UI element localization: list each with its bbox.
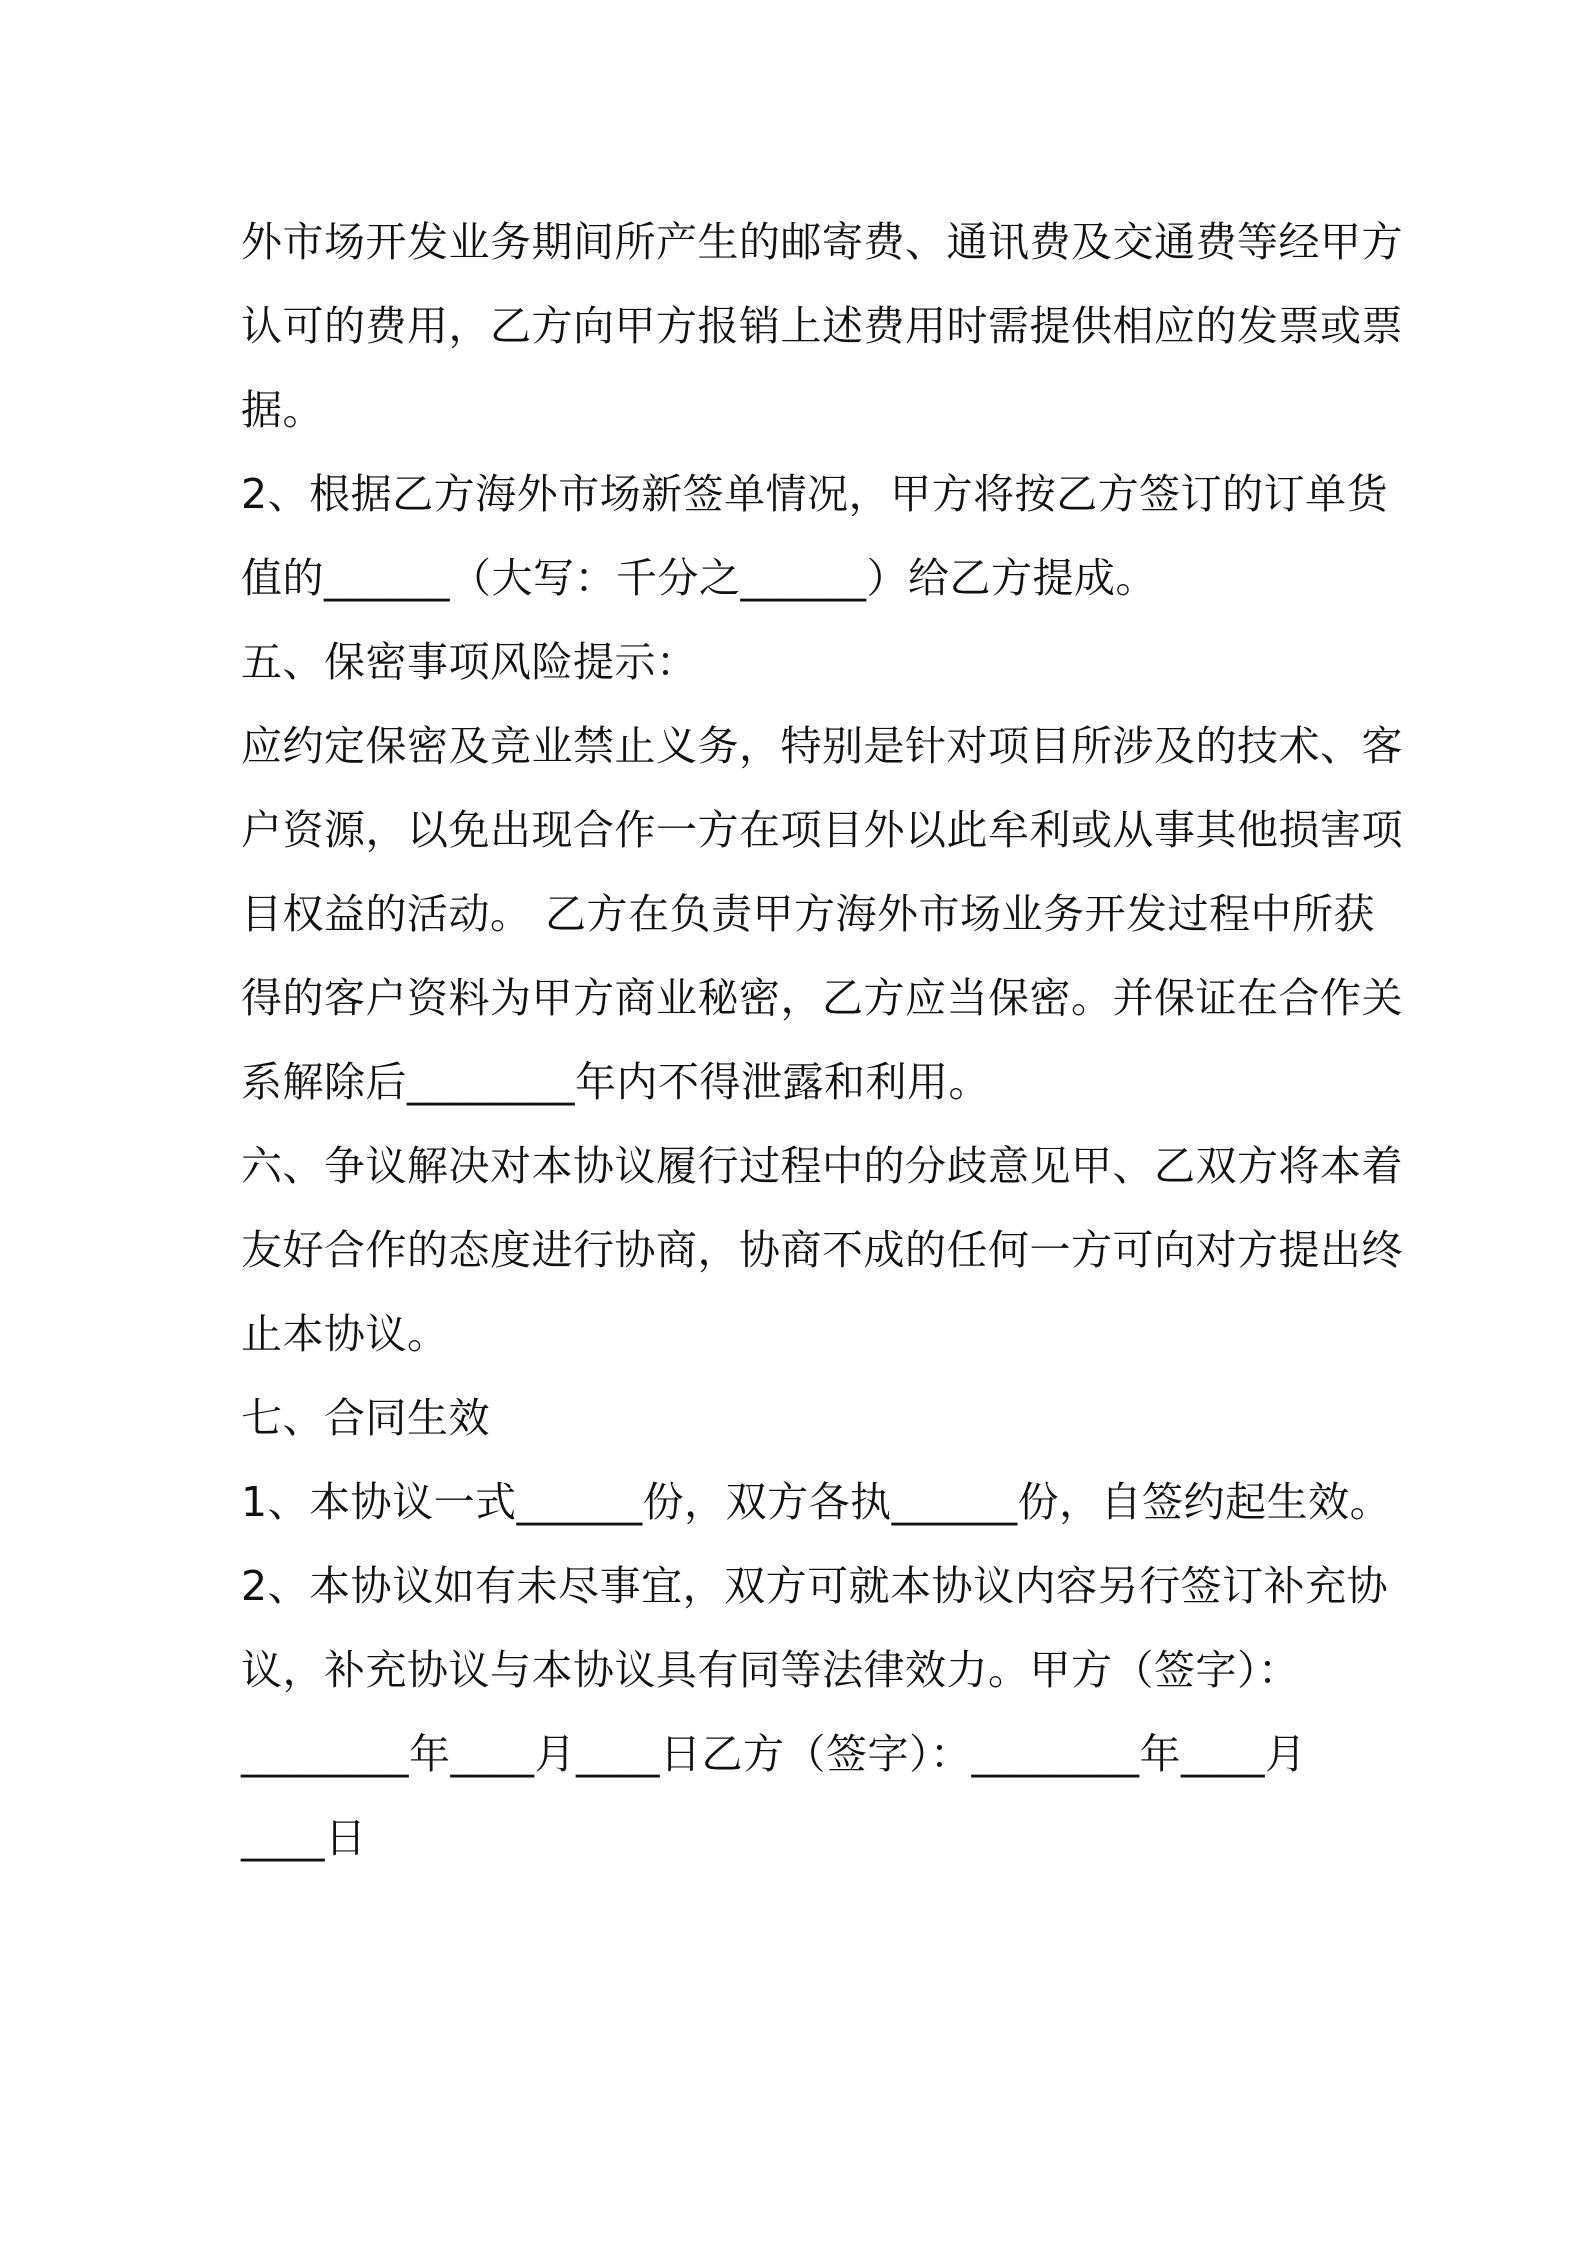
text-line: 户资源，以免出现合作一方在项目外以此牟利或从事其他损害项 (241, 806, 1403, 854)
signature-date-line: ____日 (241, 1814, 367, 1862)
contract-body (241, 200, 1403, 1880)
text-line: 止本协议。 (241, 1310, 449, 1358)
text-line: 据。 (241, 386, 324, 434)
text-line: 值的______（大写：千分之______）给乙方提成。 (241, 554, 1157, 602)
text-line: 1、本协议一式______份，双方各执______份，自签约起生效。 (241, 1478, 1392, 1526)
text-line: 目权益的活动。 乙方在负责甲方海外市场业务开发过程中所获 (241, 890, 1376, 938)
text-line: 友好合作的态度进行协商，协商不成的任何一方可向对方提出终 (241, 1226, 1403, 1274)
signature-date-line: ________年____月____日乙方（签字）：________年____月 (241, 1730, 1307, 1778)
text-line: 系解除后________年内不得泄露和利用。 (241, 1058, 990, 1106)
text-line: 2、本协议如有未尽事宜，双方可就本协议内容另行签订补充协 (241, 1562, 1389, 1610)
text-line: 2、根据乙方海外市场新签单情况，甲方将按乙方签订的订单货 (241, 470, 1389, 518)
text-line: 外市场开发业务期间所产生的邮寄费、通讯费及交通费等经甲方 (241, 218, 1403, 266)
section-heading: 七、合同生效 (241, 1394, 490, 1442)
text-line: 认可的费用，乙方向甲方报销上述费用时需提供相应的发票或票 (241, 302, 1403, 350)
text-line: 得的客户资料为甲方商业秘密，乙方应当保密。并保证在合作关 (241, 974, 1403, 1022)
section-heading: 六、争议解决对本协议履行过程中的分歧意见甲、乙双方将本着 (241, 1142, 1403, 1190)
text-line: 议，补充协议与本协议具有同等法律效力。甲方（签字）： (241, 1646, 1300, 1694)
section-heading: 五、保密事项风险提示： (241, 638, 698, 686)
text-line: 应约定保密及竞业禁止义务，特别是针对项目所涉及的技术、客 (241, 722, 1403, 770)
